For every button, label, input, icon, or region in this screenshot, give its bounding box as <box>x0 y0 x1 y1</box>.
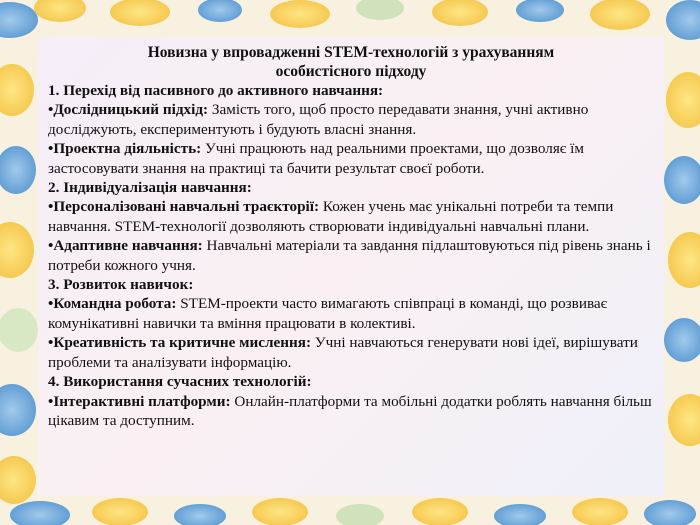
item-term: •Адаптивне навчання: <box>48 237 203 255</box>
section-heading: 4. Використання сучасних технологій: <box>48 373 312 391</box>
item-text: Учні працюють над реальними проектами, що дозволяє їм застосовувати знання на практиці та бачити результат своєї роботи. <box>48 140 584 177</box>
section-heading: 3. Розвиток навичок: <box>48 276 194 294</box>
title-line-1: Новизна у впровадженні STEM-технологій з урахуванням <box>147 44 555 61</box>
item-text: Онлайн-платформи та мобільні додатки роблять навчання більш цікавим та доступним. <box>48 392 652 429</box>
item-term: •Креативність та критичне мислення: <box>48 334 312 352</box>
list-item <box>48 139 654 178</box>
slide-body <box>48 81 654 430</box>
item-term: •Дослідницький підхід: <box>48 101 209 119</box>
list-item <box>48 100 654 139</box>
item-term: •Проектна діяльність: <box>48 140 202 158</box>
item-text: Учні навчаються генерувати нові ідеї, вирішувати проблеми та аналізувати інформацію. <box>48 334 638 371</box>
list-item <box>48 392 654 431</box>
slide-title <box>48 41 654 81</box>
item-term: •Командна робота: <box>48 295 177 313</box>
item-text: Замість того, щоб просто передавати знання, учні активно досліджують, експериментують і будують власні знання. <box>48 101 589 138</box>
list-item <box>48 294 654 333</box>
item-text: Навчальні матеріали та завдання підлаштовуються під рівень знань і потреби кожного учня. <box>48 237 651 274</box>
list-item <box>48 197 654 236</box>
list-item <box>48 333 654 372</box>
list-item <box>48 236 654 275</box>
content-panel <box>38 37 664 496</box>
section-heading: 2. Індивідуалізація навчання: <box>48 179 252 197</box>
title-line-2: особистісного підходу <box>275 63 427 80</box>
item-term: •Персоналізовані навчальні траєкторії: <box>48 198 320 216</box>
item-term: •Інтерактивні платформи: <box>48 392 231 410</box>
section-heading: 1. Перехід від пасивного до активного навчання: <box>48 82 384 99</box>
item-text: STEM-проекти часто вимагають співпраці в команді, що розвиває комунікативні навички та вміння працювати в колективі. <box>48 295 608 332</box>
item-text: Кожен учень має унікальні потреби та темпи навчання. STEM-технології дозволяють створювати індивідуальні навчальні плани. <box>48 198 614 235</box>
